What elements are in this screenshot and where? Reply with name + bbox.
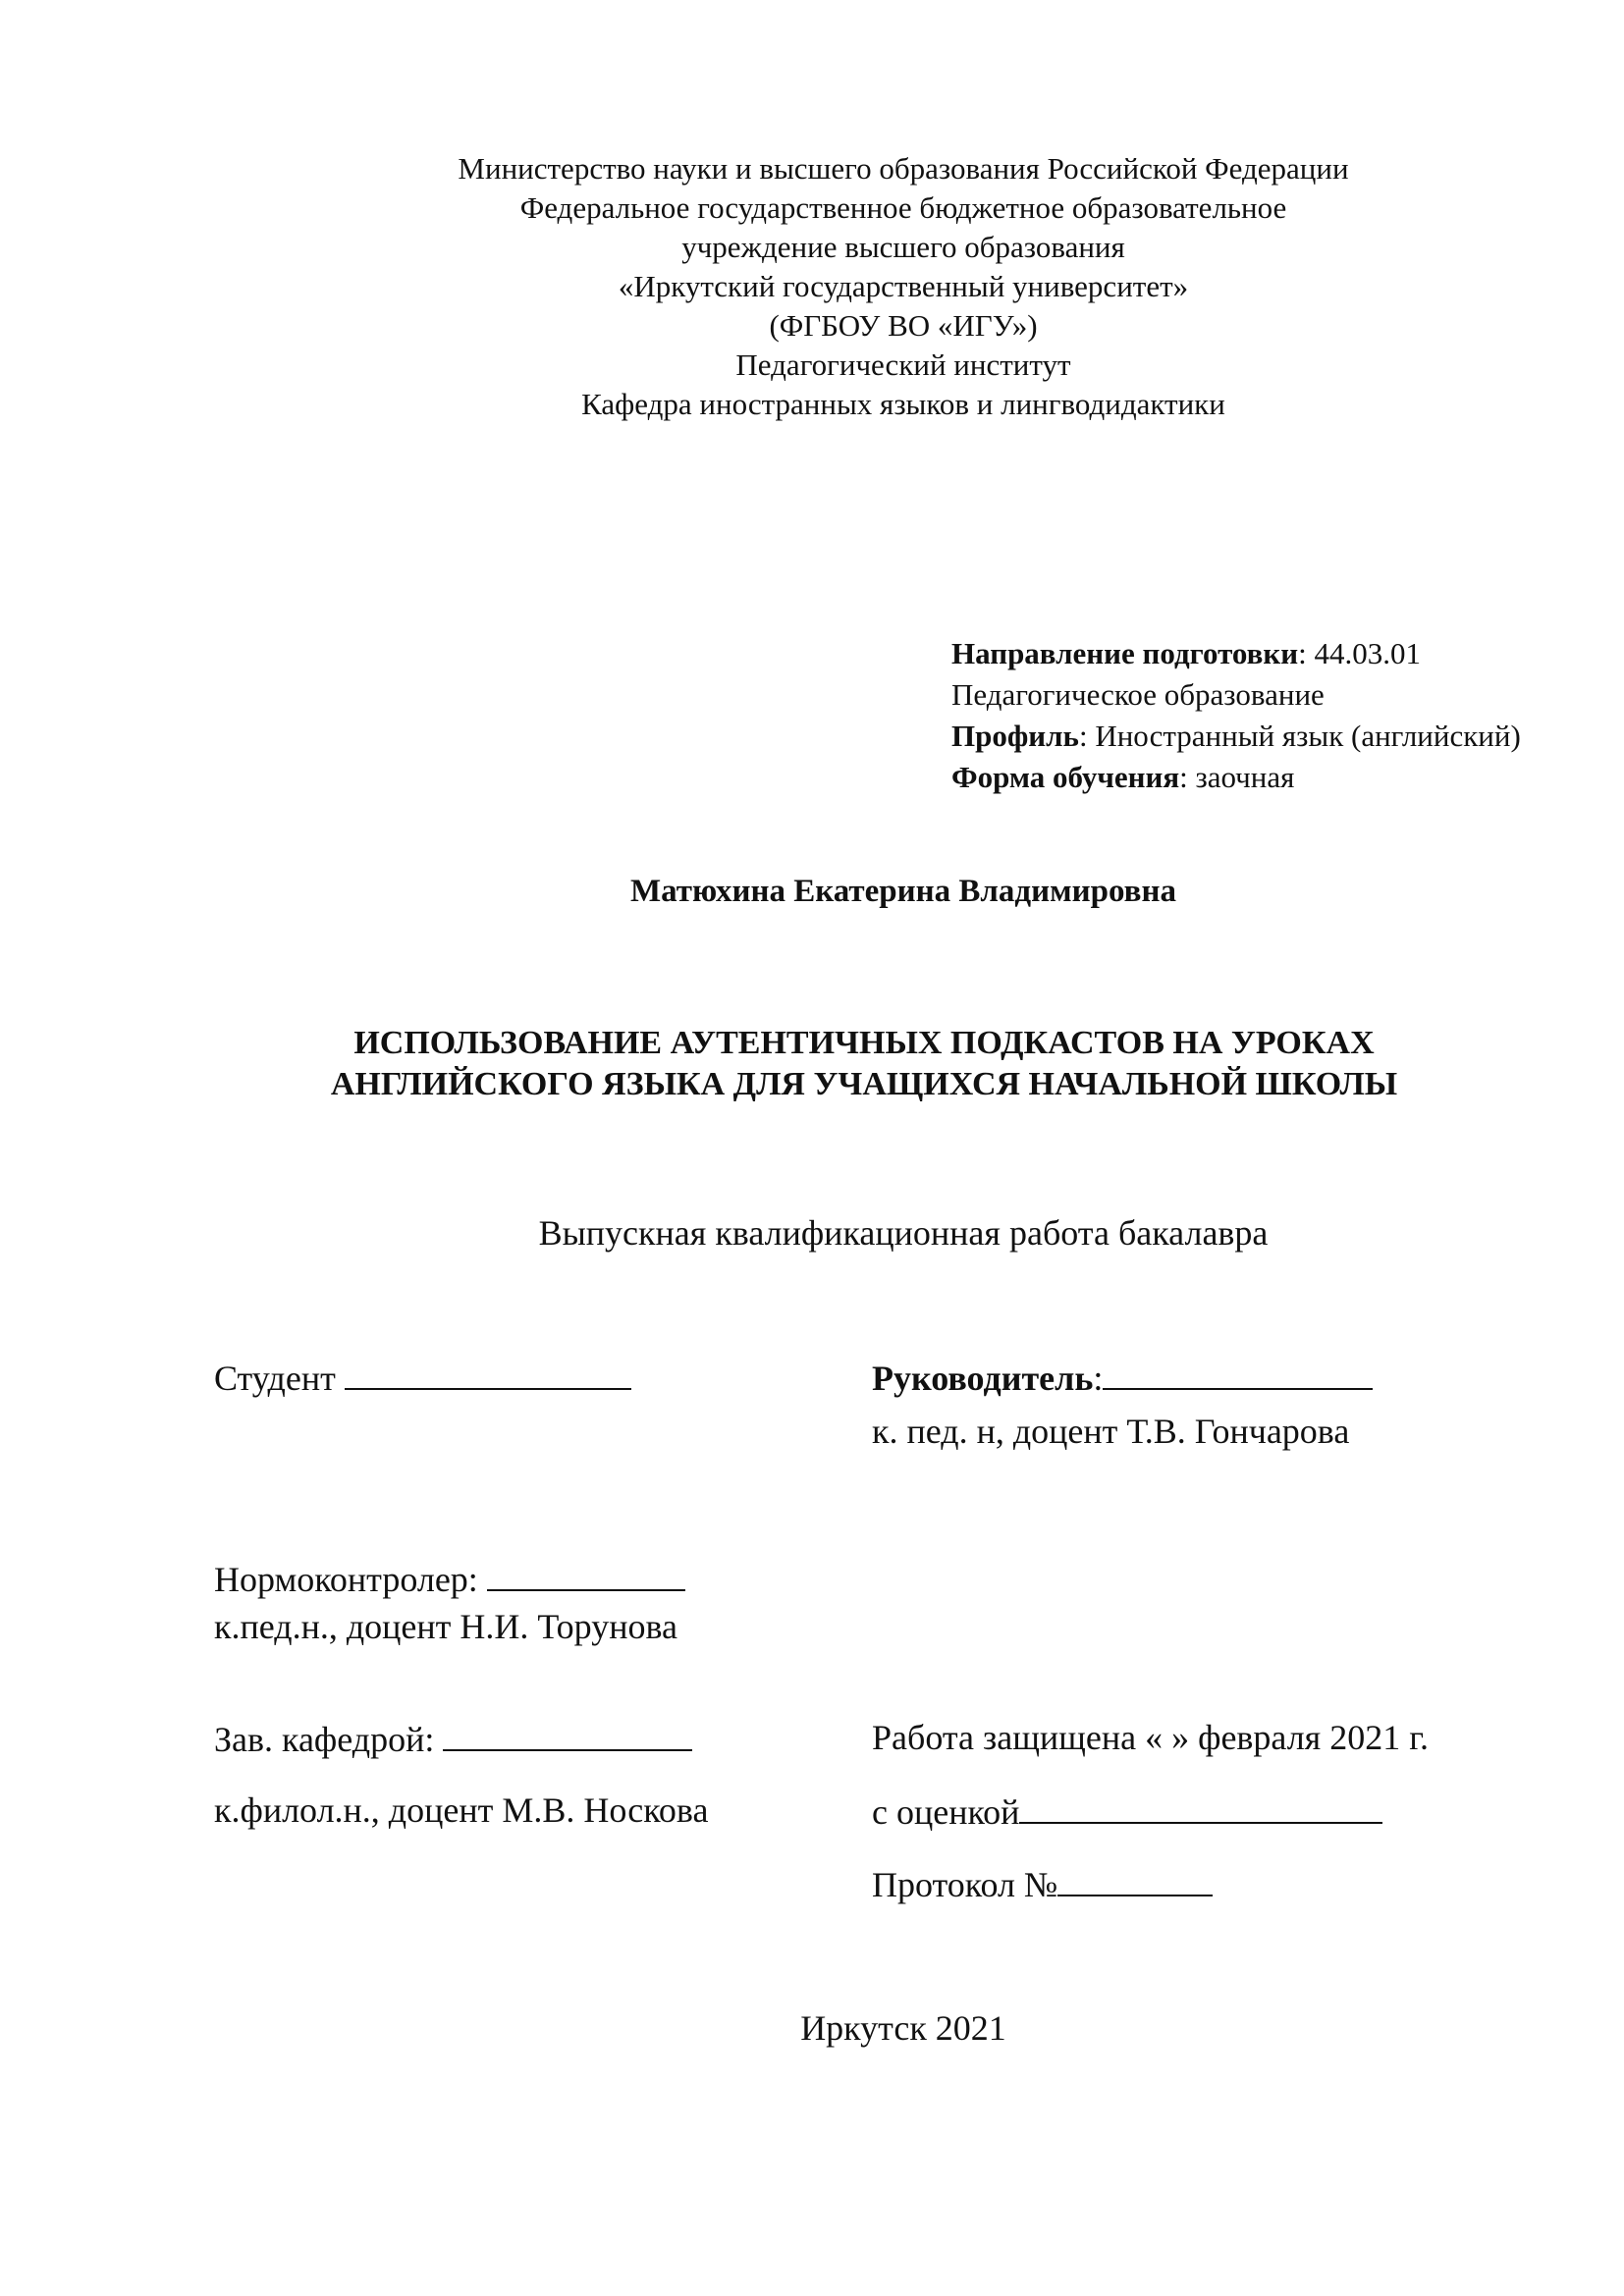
supervisor-name: к. пед. н, доцент Т.В. Гончарова (872, 1412, 1350, 1451)
author-name: Матюхина Екатерина Владимировна (630, 874, 1176, 909)
protocol-field (872, 1861, 1213, 1906)
profile-label: Профиль (951, 719, 1079, 753)
student-signature-field (214, 1355, 631, 1400)
header-line-university: «Иркутский государственный университет» (618, 269, 1189, 303)
head-of-department-label: Зав. кафедрой: (214, 1720, 435, 1759)
direction-value-line2: Педагогическое образование (951, 677, 1325, 712)
direction-line (951, 633, 1521, 674)
header-line-ministry: Министерство науки и высшего образования Российской Федерации (458, 151, 1349, 186)
study-form-label: Форма обучения (951, 760, 1180, 794)
header-line-abbreviation: (ФГБОУ ВО «ИГУ») (769, 308, 1038, 343)
study-form-line (951, 757, 1521, 798)
supervisor-colon: : (1093, 1359, 1104, 1398)
supervisor-signature-line (1103, 1355, 1373, 1390)
supervisor-label: Руководитель (872, 1359, 1094, 1398)
header-line-department: Кафедра иностранных языков и лингводидактики (581, 387, 1225, 421)
direction-label: Направление подготовки (951, 636, 1299, 670)
grade-line (1019, 1789, 1382, 1824)
protocol-number-line (1057, 1861, 1213, 1896)
header-line-institute: Педагогический институт (735, 347, 1071, 382)
thesis-title-line2: АНГЛИЙСКОГО ЯЗЫКА ДЛЯ УЧАЩИХСЯ НАЧАЛЬНОЙ ШКОЛЫ (330, 1066, 1398, 1102)
head-of-department-signature-field (214, 1716, 692, 1761)
normcontroller-signature-field (214, 1556, 685, 1601)
defense-date-text: Работа защищена « » февраля 2021 г. (872, 1718, 1429, 1757)
profile-value: : Иностранный язык (английский) (1078, 719, 1521, 753)
work-type: Выпускная квалификационная работа бакалавра (538, 1213, 1269, 1253)
head-of-department-signature-line (443, 1716, 692, 1751)
header-line-institution-type: учреждение высшего образования (681, 230, 1125, 264)
grade-label: с оценкой (872, 1792, 1020, 1832)
institution-header (0, 149, 1624, 424)
header-line-federal: Федеральное государственное бюджетное образовательное (519, 190, 1287, 225)
study-form-value: : заочная (1179, 760, 1295, 794)
grade-field (872, 1789, 1382, 1834)
thesis-title (0, 1023, 1624, 1105)
student-signature-line (345, 1355, 631, 1390)
normcontroller-name: к.пед.н., доцент Н.И. Торунова (214, 1607, 677, 1646)
head-of-department-name: к.филол.н., доцент М.В. Носкова (214, 1790, 709, 1830)
normcontroller-label: Нормоконтролер: (214, 1560, 478, 1599)
city-year: Иркутск 2021 (800, 2008, 1006, 2048)
study-direction-block (951, 633, 1521, 798)
thesis-title-line1: ИСПОЛЬЗОВАНИЕ АУТЕНТИЧНЫХ ПОДКАСТОВ НА УРОКАХ (353, 1025, 1375, 1061)
direction-value: : 44.03.01 (1298, 636, 1421, 670)
protocol-label: Протокол № (872, 1865, 1058, 1904)
profile-line (951, 716, 1521, 757)
student-label: Студент (214, 1359, 336, 1398)
supervisor-signature-field (872, 1355, 1373, 1400)
normcontroller-signature-line (487, 1556, 685, 1591)
